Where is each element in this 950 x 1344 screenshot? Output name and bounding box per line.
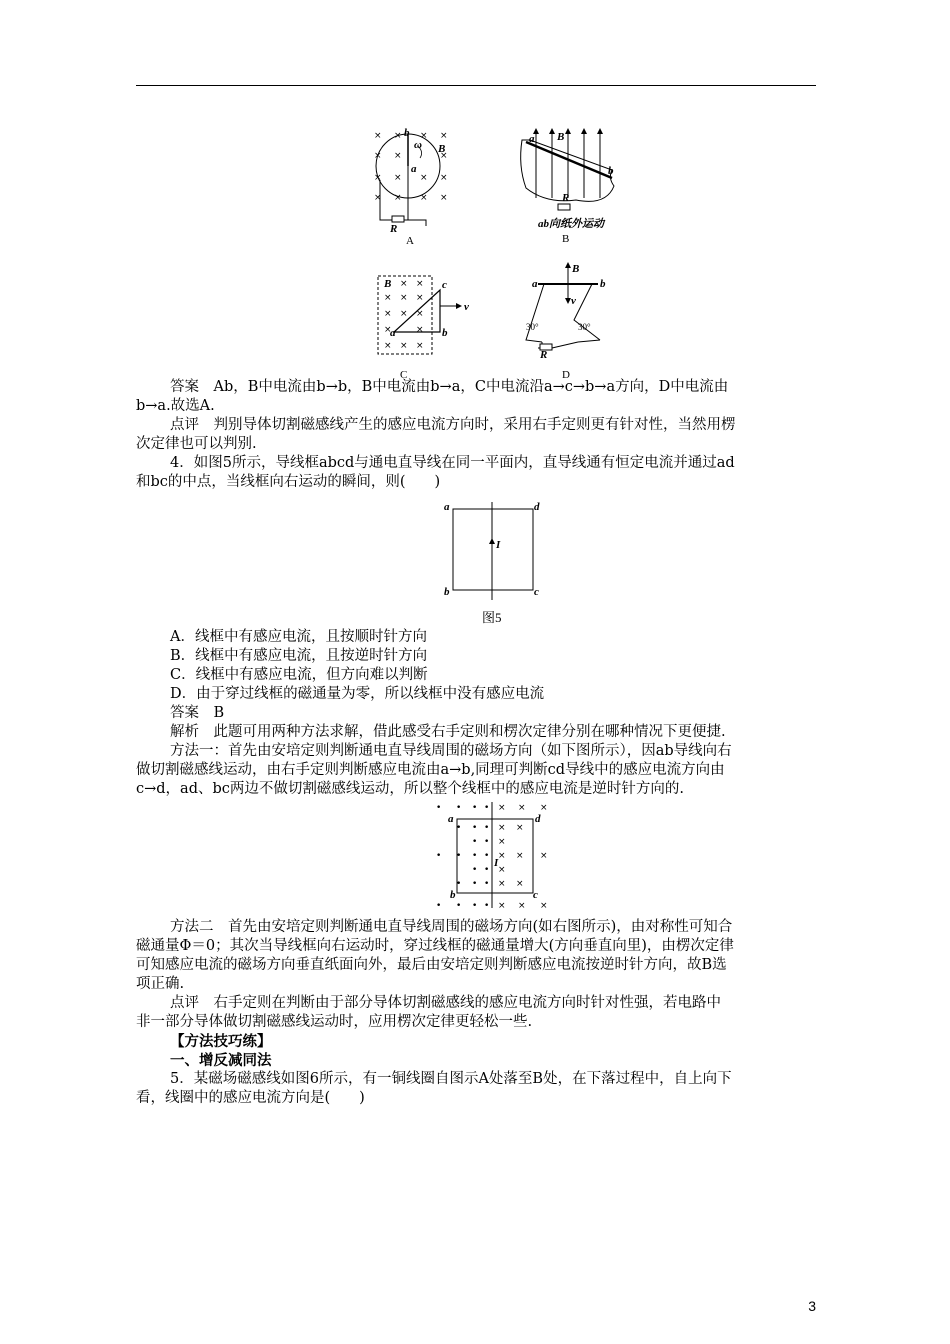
figure-5: [436, 498, 546, 628]
svg-text:×: ×: [440, 131, 448, 141]
field-label-b: b: [450, 889, 456, 901]
svg-text:×: ×: [384, 341, 392, 351]
svg-text:×: ×: [400, 341, 408, 351]
fig-b-label-b: b: [608, 165, 614, 177]
svg-text:•: •: [436, 851, 442, 861]
fig-c-caption: C: [400, 369, 408, 381]
figure-a: [366, 128, 456, 246]
figure-c: [372, 272, 484, 382]
svg-text:×: ×: [516, 851, 524, 861]
answer-3-line-1: 答案 Ab，B中电流由b→b，B中电流由b→a，C中电流沿a→c→b→a方向，D中电流由: [170, 379, 729, 395]
svg-text:•: •: [456, 901, 462, 911]
svg-text:•: •: [456, 851, 462, 861]
svg-text:•: •: [472, 803, 478, 813]
svg-text:•: •: [484, 901, 490, 911]
fig-a-label-R: R: [390, 223, 398, 235]
svg-text:×: ×: [498, 837, 506, 847]
question-5-line-1: 5．某磁场磁感线如图6所示，有一铜线圈自图示A处落至B处，在下落过程中，自上向下: [170, 1071, 732, 1087]
svg-text:•: •: [456, 823, 462, 833]
svg-text:×: ×: [374, 131, 382, 141]
svg-text:×: ×: [384, 293, 392, 303]
svg-text:×: ×: [384, 325, 392, 335]
analysis-line-2: 方法一：首先由安培定则判断通电直导线周围的磁场方向（如下图所示），因ab导线向右: [170, 743, 732, 759]
fig-b-label-R: R: [562, 192, 570, 204]
svg-text:×: ×: [400, 293, 408, 303]
fig-b-label-a: a: [529, 133, 535, 145]
field-label-a: a: [448, 813, 454, 825]
page-number: 3: [808, 1298, 816, 1314]
option-d: D．由于穿过线框的磁通量为零，所以线框中没有感应电流: [170, 686, 545, 702]
answer-4: 答案 B: [170, 705, 225, 721]
option-b: B．线框中有感应电流，且按逆时针方向: [170, 648, 428, 664]
svg-text:×: ×: [498, 901, 506, 911]
svg-text:×: ×: [420, 173, 428, 183]
svg-text:•: •: [484, 879, 490, 889]
fig5-label-c: c: [534, 586, 539, 598]
fig-d-label-v: v: [571, 295, 576, 307]
svg-text:•: •: [484, 823, 490, 833]
option-c: C．线框中有感应电流，但方向难以判断: [170, 667, 428, 683]
method-2-line-2: 磁通量Φ＝0；其次当导线框向右运动时，穿过线框的磁通量增大(方向垂直向里)，由楞次定律: [136, 938, 734, 954]
svg-text:×: ×: [516, 823, 524, 833]
svg-text:×: ×: [394, 173, 402, 183]
question-4-line-2: 和bc的中点，当线框向右运动的瞬间，则( ): [136, 474, 441, 490]
review-3-line-1: 点评 判别导体切割磁感线产生的感应电流方向时，采用右手定则更有针对性，当然用楞: [170, 417, 736, 433]
answer-3-line-2: b→a.故选A.: [136, 398, 215, 414]
fig-c-label-a: a: [390, 327, 396, 339]
field-label-d: d: [535, 813, 541, 825]
review-3-line-2: 次定律也可以判别.: [136, 436, 257, 452]
svg-text:×: ×: [518, 803, 526, 813]
fig-b-caption: B: [562, 233, 570, 245]
fig-d-caption: D: [562, 369, 570, 381]
svg-text:×: ×: [518, 901, 526, 911]
svg-text:•: •: [472, 865, 478, 875]
svg-text:•: •: [472, 851, 478, 861]
svg-text:×: ×: [498, 879, 506, 889]
analysis-line-3: 做切割磁感线运动，由右手定则判断感应电流由a→b,同理可判断cd导线中的感应电流方向由: [136, 762, 725, 778]
svg-text:×: ×: [516, 879, 524, 889]
svg-text:•: •: [484, 851, 490, 861]
svg-text:×: ×: [416, 293, 424, 303]
fig-b-subcaption: ab向纸外运动: [538, 218, 604, 230]
svg-text:•: •: [456, 803, 462, 813]
svg-text:×: ×: [498, 851, 506, 861]
svg-text:×: ×: [416, 309, 424, 319]
svg-text:×: ×: [420, 131, 428, 141]
svg-text:×: ×: [384, 309, 392, 319]
fig5-label-I: I: [496, 539, 501, 551]
fig-c-label-B: B: [384, 278, 392, 290]
svg-text:×: ×: [416, 279, 424, 289]
fig-a-label-B: B: [438, 143, 446, 155]
svg-text:•: •: [436, 803, 442, 813]
fig5-label-d: d: [534, 501, 540, 513]
svg-text:×: ×: [394, 131, 402, 141]
svg-text:×: ×: [498, 823, 506, 833]
figure-field: [432, 800, 556, 912]
svg-text:×: ×: [416, 325, 424, 335]
option-a: A．线框中有感应电流，且按顺时针方向: [170, 629, 427, 645]
field-label-I: I: [494, 857, 499, 869]
svg-text:•: •: [484, 837, 490, 847]
svg-text:×: ×: [420, 193, 428, 203]
svg-text:×: ×: [440, 173, 448, 183]
svg-text:•: •: [484, 803, 490, 813]
fig-a-label-omega: ω: [414, 139, 422, 151]
field-label-c: c: [533, 889, 538, 901]
svg-text:×: ×: [498, 803, 506, 813]
analysis-line-4: c→d，ad、bc两边不做切割磁感线运动，所以整个线框中的感应电流是逆时针方向的.: [136, 781, 684, 797]
method-2-line-1: 方法二 首先由安培定则判断通电直导线周围的磁场方向(如右图所示)，由对称性可知合: [170, 919, 733, 935]
svg-text:×: ×: [374, 193, 382, 203]
svg-text:×: ×: [374, 151, 382, 161]
svg-text:×: ×: [400, 309, 408, 319]
svg-text:×: ×: [416, 341, 424, 351]
review-4-line-1: 点评 右手定则在判断由于部分导体切割磁感线的感应电流方向时针对性强，若电路中: [170, 995, 721, 1011]
svg-text:×: ×: [374, 173, 382, 183]
svg-text:×: ×: [498, 865, 506, 875]
header-rule: [136, 85, 816, 86]
svg-text:•: •: [484, 865, 490, 875]
figure-b: [516, 126, 620, 246]
fig-d-label-a: a: [532, 278, 538, 290]
svg-text:×: ×: [400, 279, 408, 289]
svg-text:×: ×: [540, 851, 548, 861]
fig-a-label-b: b: [404, 128, 410, 139]
svg-text:×: ×: [394, 151, 402, 161]
svg-text:•: •: [472, 879, 478, 889]
question-4-line-1: 4．如图5所示，导线框abcd与通电直导线在同一平面内，直导线通有恒定电流并通过ad: [170, 455, 735, 471]
fig-c-label-b: b: [442, 327, 448, 339]
svg-text:×: ×: [540, 901, 548, 911]
svg-text:•: •: [456, 879, 462, 889]
fig5-label-a: a: [444, 501, 450, 513]
section-subtitle: 一、增反减同法: [170, 1052, 272, 1069]
fig-d-angle-right: 30°: [578, 322, 591, 332]
svg-text:×: ×: [440, 193, 448, 203]
svg-text:•: •: [472, 901, 478, 911]
svg-text:•: •: [472, 823, 478, 833]
review-4-line-2: 非一部分导体做切割磁感线运动时，应用楞次定律更轻松一些.: [136, 1014, 533, 1030]
method-2-line-3: 可知感应电流的磁场方向垂直纸面向外，最后由安培定则判断感应电流按逆时针方向，故B选: [136, 957, 727, 973]
svg-text:•: •: [472, 837, 478, 847]
figure-d: [516, 260, 616, 384]
analysis-line-1: 解析 此题可用两种方法求解，借此感受右手定则和楞次定律分别在哪种情况下更便捷.: [170, 724, 726, 740]
svg-text:×: ×: [540, 803, 548, 813]
svg-text:×: ×: [440, 151, 448, 161]
svg-text:•: •: [436, 901, 442, 911]
question-5-line-2: 看，线圈中的感应电流方向是( ): [136, 1090, 365, 1106]
section-title: 【方法技巧练】: [170, 1033, 272, 1050]
fig-b-label-B: B: [557, 131, 565, 143]
svg-text:×: ×: [394, 193, 402, 203]
fig-d-label-R: R: [540, 349, 548, 361]
fig-a-label-a: a: [411, 163, 417, 175]
fig-c-label-v: v: [464, 301, 469, 313]
fig-d-angle-left: 30°: [526, 322, 539, 332]
fig-a-caption: A: [406, 235, 414, 246]
method-2-line-4: 项正确.: [136, 976, 185, 992]
fig-d-label-B: B: [572, 263, 580, 275]
fig5-label-b: b: [444, 586, 450, 598]
fig-d-label-b: b: [600, 278, 606, 290]
fig-c-label-c: c: [442, 279, 447, 291]
fig5-caption: 图5: [482, 610, 502, 625]
